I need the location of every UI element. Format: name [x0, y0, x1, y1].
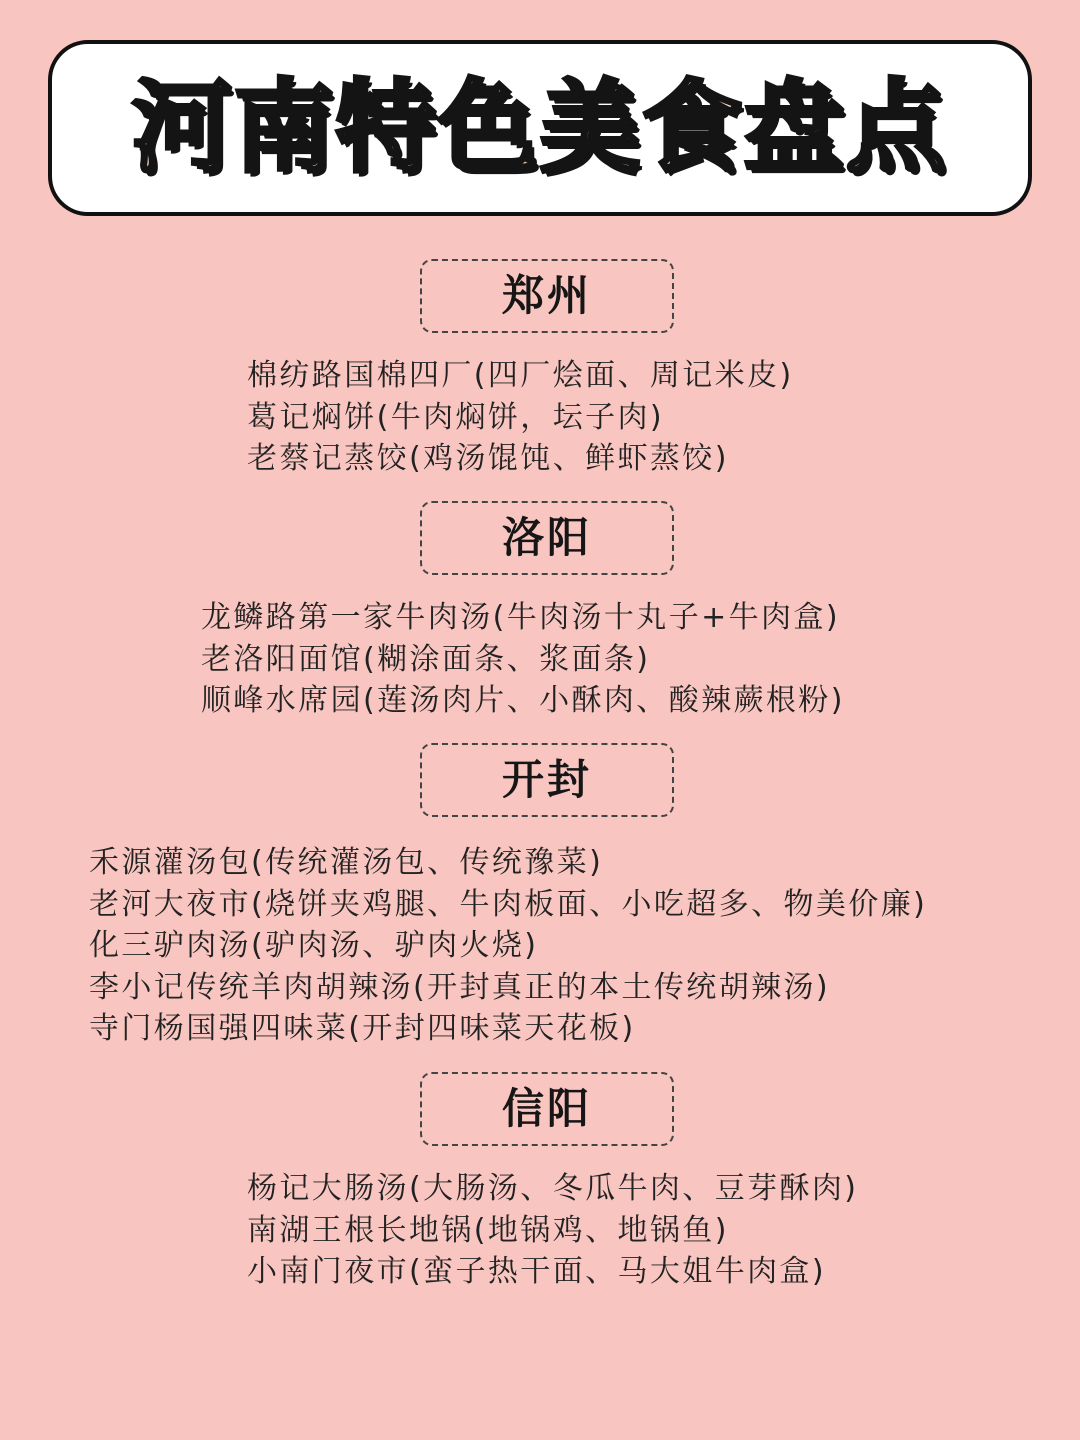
city-header-luoyang: [420, 501, 674, 575]
title-banner: [48, 40, 1032, 216]
list-item: 化三驴肉汤(驴肉汤、驴肉火烧): [89, 928, 539, 963]
city-header-zhengzhou: [420, 259, 674, 333]
list-item: 老蔡记蒸饺(鸡汤馄饨、鲜虾蒸饺): [247, 441, 729, 476]
city-name: 郑州: [501, 271, 592, 320]
list-item: 葛记焖饼(牛肉焖饼，坛子肉): [247, 399, 665, 435]
food-list-zhengzhou: [247, 355, 794, 480]
list-item: 老洛阳面馆(糊涂面条、浆面条): [201, 641, 651, 677]
list-item: 顺峰水席园(莲汤肉片、小酥肉、酸辣蕨根粉): [201, 683, 845, 718]
city-name: 洛阳: [501, 513, 592, 562]
list-item: 禾源灌汤包(传统灌汤包、传统豫菜): [89, 845, 604, 880]
list-item: 李小记传统羊肉胡辣汤(开封真正的本土传统胡辣汤): [89, 969, 831, 1005]
city-header-kaifeng: [420, 743, 674, 817]
list-item: 龙鳞路第一家牛肉汤(牛肉汤十丸子+牛肉盒): [201, 600, 840, 635]
food-list-luoyang: [201, 597, 845, 722]
food-list-kaifeng: [89, 842, 927, 1050]
list-item: 棉纺路国棉四厂(四厂烩面、周记米皮): [247, 358, 794, 393]
city-name: 开封: [501, 755, 592, 804]
page-title: 河南特色美食盘点: [132, 69, 948, 186]
list-item: 老河大夜市(烧饼夹鸡腿、牛肉板面、小吃超多、物美价廉): [89, 886, 928, 922]
list-item: 南湖王根长地锅(地锅鸡、地锅鱼): [247, 1212, 729, 1248]
food-list-xinyang: [247, 1168, 858, 1293]
list-item: 小南门夜市(蛮子热干面、马大姐牛肉盒): [247, 1254, 827, 1289]
city-header-xinyang: [420, 1072, 674, 1146]
list-item: 寺门杨国强四味菜(开封四味菜天花板): [89, 1011, 636, 1046]
city-name: 信阳: [501, 1084, 592, 1133]
list-item: 杨记大肠汤(大肠汤、冬瓜牛肉、豆芽酥肉): [247, 1171, 859, 1206]
